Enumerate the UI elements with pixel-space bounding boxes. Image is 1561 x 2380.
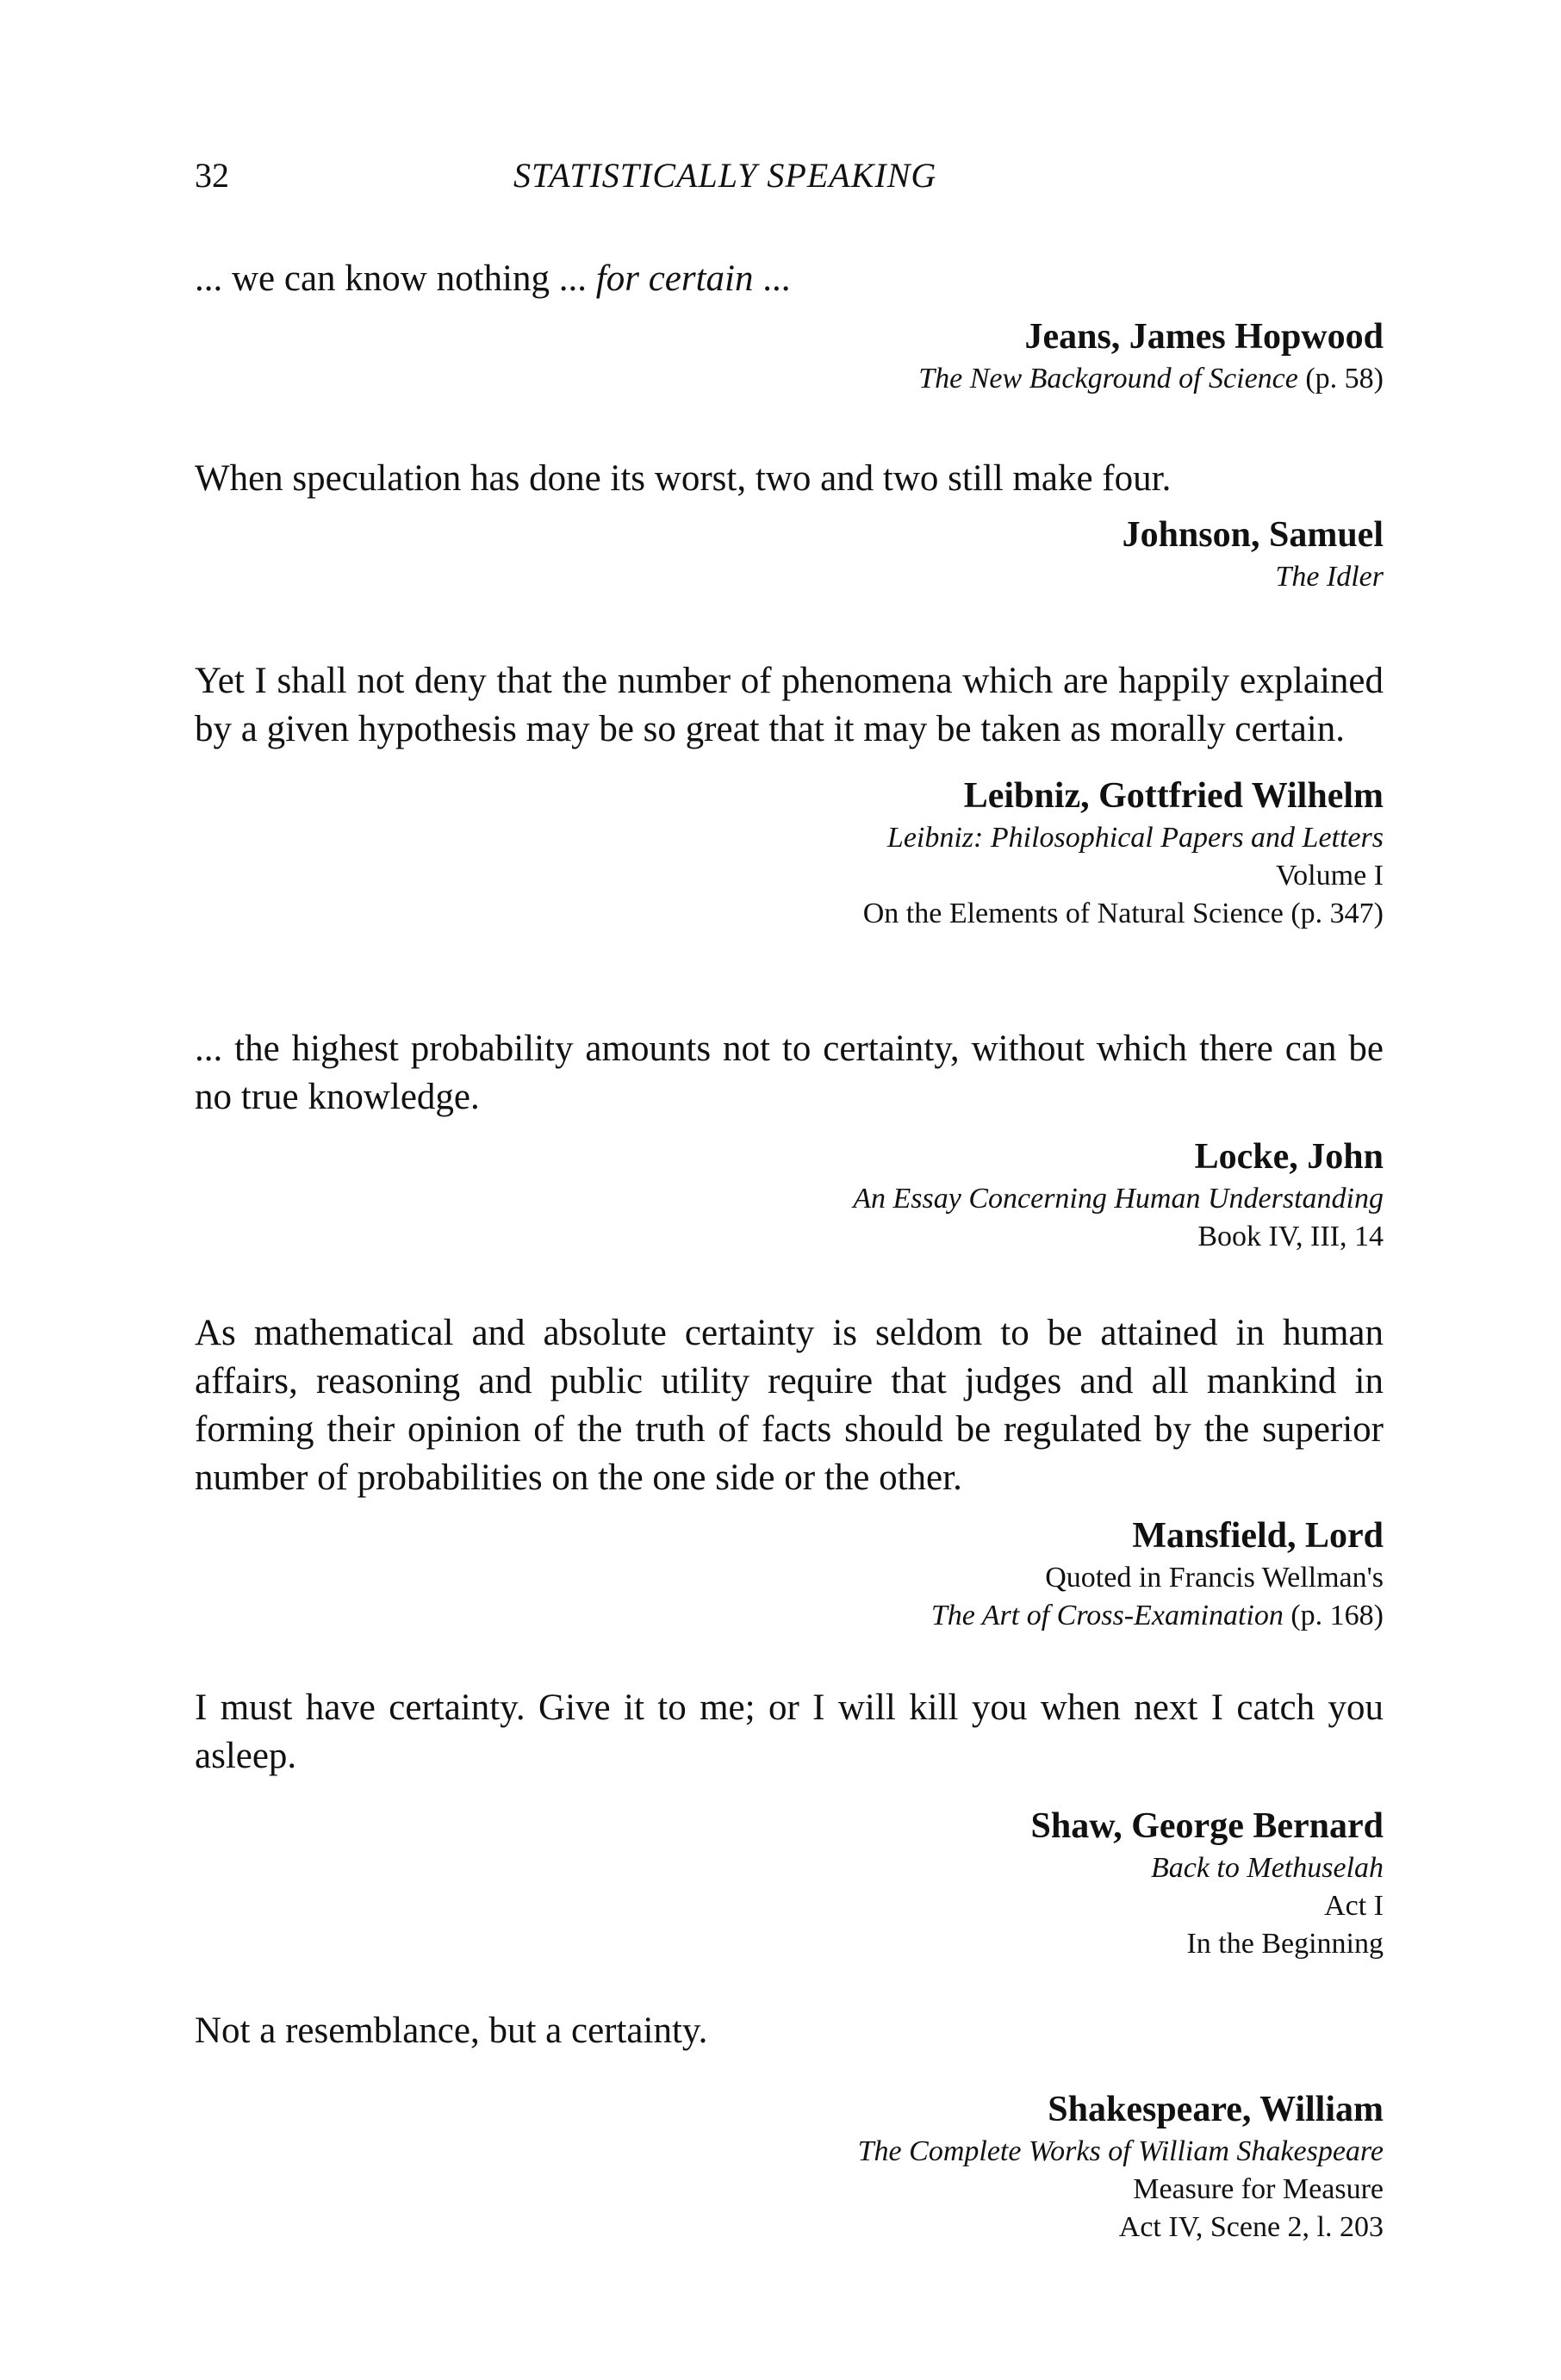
author-name: Locke, John [1194,1137,1384,1177]
author-name: Shakespeare, William [1048,2090,1384,2129]
page-number: 32 [195,156,229,195]
attribution [195,2086,1384,2246]
quote-text: Yet I shall not deny that the number of phenomena which are happily explained by a given hypothesis may be so great that it may be taken as morally certain. [195,661,1384,749]
source-line: Measure for Measure [1133,2173,1384,2205]
author-name: Leibniz, Gottfried Wilhelm [963,776,1384,816]
source-title: The New Background of Science [918,363,1298,395]
author-name: Jeans, James Hopwood [1024,317,1384,357]
quote-text-part: ... we can know nothing ... [195,258,596,299]
source-line: Quoted in Francis Wellman's [1045,1562,1384,1594]
source-line: Book IV, III, 14 [1197,1221,1384,1252]
quote-locke [195,1025,1384,1256]
author-name: Shaw, George Bernard [1030,1806,1384,1846]
attribution [195,512,1384,596]
quote-jeans [195,255,1384,398]
running-head [195,155,1384,207]
attribution [195,314,1384,398]
quote-text: As mathematical and absolute certainty is seldom to be attained in human affairs, reasoning and public utility require that judges and all mankind in forming their opinion of the truth of facts should be regulated by the superior number of probabilities on the one side or the other. [195,1313,1384,1498]
source-line: The Complete Works of William Shakespeare [857,2135,1384,2167]
source-line: Act IV, Scene 2, l. 203 [1118,2211,1384,2243]
quote-text: I must have certainty. Give it to me; or I will kill you when next I catch you asleep. [195,1687,1384,1776]
attribution [195,1513,1384,1635]
quote-text: When speculation has done its worst, two and two still make four. [195,458,1172,499]
quote-text [195,255,1384,303]
source-line: The Idler [1275,561,1384,593]
quote-shakespeare [195,2007,1384,2246]
running-title: STATISTICALLY SPEAKING [513,156,937,195]
quote-text: ... the highest probability amounts not to certainty, without which there can be no true knowledge. [195,1028,1384,1117]
source-line: Back to Methuselah [1150,1852,1384,1884]
attribution [195,1134,1384,1256]
source-line: Leibniz: Philosophical Papers and Letters [886,822,1384,854]
quote-text-emphasis: for certain [595,258,754,299]
quote-text-part: ... [753,258,791,299]
source-line: On the Elements of Natural Science (p. 347) [862,898,1384,929]
source-line: Volume I [1276,860,1384,892]
source-title: The Art of Cross-Examination [930,1600,1284,1631]
quote-leibniz [195,657,1384,933]
source-line: Act I [1324,1890,1384,1922]
attribution [195,1803,1384,1963]
source-line: In the Beginning [1186,1928,1384,1960]
quote-johnson [195,455,1384,596]
source-line: The New Background of Science (p. 58) [918,363,1384,395]
quote-text: Not a resemblance, but a certainty. [195,2010,708,2051]
attribution [195,773,1384,933]
quote-mansfield [195,1309,1384,1635]
author-name: Mansfield, Lord [1132,1516,1384,1556]
author-name: Johnson, Samuel [1122,515,1384,555]
source-line: The Art of Cross-Examination (p. 168) [930,1600,1384,1631]
quote-shaw [195,1684,1384,1963]
source-line: An Essay Concerning Human Understanding [853,1183,1384,1215]
